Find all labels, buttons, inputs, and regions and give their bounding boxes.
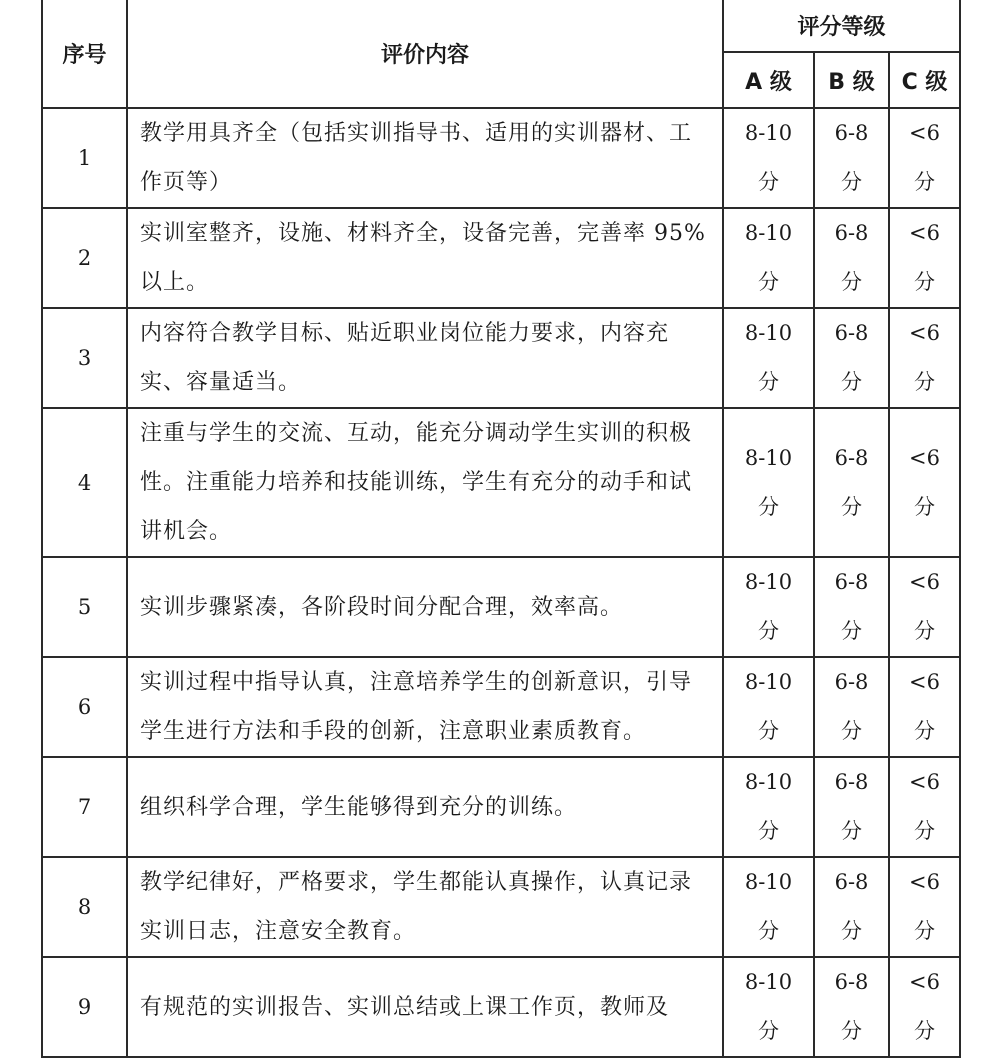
row-content: 实训室整齐，设施、材料齐全，设备完善，完善率 95%以上。 — [127, 208, 723, 308]
row-index: 8 — [42, 857, 127, 957]
grade-c-score — [889, 857, 960, 957]
score-unit: 分 — [758, 1019, 779, 1043]
grade-b-score — [814, 857, 889, 957]
grade-c-score — [889, 108, 960, 208]
row-content: 内容符合教学目标、贴近职业岗位能力要求，内容充实、容量适当。 — [127, 308, 723, 408]
score-unit: 分 — [758, 619, 779, 643]
row-content: 有规范的实训报告、实训总结或上课工作页，教师及 — [127, 957, 723, 1057]
table-row — [42, 408, 960, 557]
score-unit: 分 — [914, 819, 935, 843]
grade-c-score — [889, 657, 960, 757]
score-unit: 分 — [841, 919, 862, 943]
grade-header: 评分等级 — [723, 0, 960, 52]
grade-c-score — [889, 208, 960, 308]
row-content: 实训步骤紧凑，各阶段时间分配合理，效率高。 — [127, 557, 723, 657]
score-range: <6 — [909, 670, 940, 694]
score-range: <6 — [909, 770, 940, 794]
table-row — [42, 308, 960, 408]
score-range: 6-8 — [834, 445, 869, 470]
score-range: 8-10 — [744, 670, 793, 694]
score-range: <6 — [909, 445, 940, 470]
table-row — [42, 208, 960, 308]
table-row — [42, 857, 960, 957]
score-range: <6 — [909, 570, 940, 594]
grade-a-score — [723, 108, 814, 208]
score-unit: 分 — [914, 270, 935, 294]
score-unit: 分 — [758, 719, 779, 743]
score-unit: 分 — [841, 370, 862, 394]
score-unit: 分 — [914, 370, 935, 394]
score-range: <6 — [909, 321, 940, 345]
score-range: 8-10 — [744, 221, 793, 245]
score-range: 8-10 — [744, 570, 793, 594]
score-unit: 分 — [841, 494, 862, 519]
score-unit: 分 — [758, 919, 779, 943]
row-index: 9 — [42, 957, 127, 1057]
score-unit: 分 — [841, 819, 862, 843]
grade-a-score — [723, 557, 814, 657]
grade-b-score — [814, 208, 889, 308]
grade-b-score — [814, 757, 889, 857]
score-range: 6-8 — [834, 570, 869, 594]
score-range: 6-8 — [834, 670, 869, 694]
grade-c-score — [889, 408, 960, 557]
table-row — [42, 557, 960, 657]
grade-c-score — [889, 957, 960, 1057]
score-range: 8-10 — [744, 321, 793, 345]
row-content: 实训过程中指导认真，注意培养学生的创新意识，引导学生进行方法和手段的创新，注意职业素质教育。 — [127, 657, 723, 757]
score-range: <6 — [909, 121, 940, 145]
grade-c-score — [889, 557, 960, 657]
score-range: 8-10 — [744, 770, 793, 794]
table-row — [42, 757, 960, 857]
row-index: 6 — [42, 657, 127, 757]
score-range: 6-8 — [834, 870, 869, 894]
score-range: <6 — [909, 970, 940, 994]
grade-b-score — [814, 657, 889, 757]
score-range: 8-10 — [744, 445, 793, 470]
grade-b-score — [814, 557, 889, 657]
score-unit: 分 — [914, 919, 935, 943]
grade-b-header: B 级 — [814, 52, 889, 108]
row-content: 教学用具齐全（包括实训指导书、适用的实训器材、工作页等） — [127, 108, 723, 208]
table-row — [42, 657, 960, 757]
content-header: 评价内容 — [127, 0, 723, 108]
grade-a-score — [723, 657, 814, 757]
grade-a-score — [723, 957, 814, 1057]
grade-a-score — [723, 308, 814, 408]
score-unit: 分 — [841, 719, 862, 743]
score-range: 8-10 — [744, 970, 793, 994]
table-row — [42, 108, 960, 208]
header-row — [42, 0, 960, 52]
score-unit: 分 — [758, 170, 779, 194]
score-unit: 分 — [758, 270, 779, 294]
score-unit: 分 — [841, 1019, 862, 1043]
score-range: 6-8 — [834, 770, 869, 794]
score-range: 6-8 — [834, 221, 869, 245]
row-content: 注重与学生的交流、互动，能充分调动学生实训的积极性。注重能力培养和技能训练，学生有充分的动手和试讲机会。 — [127, 408, 723, 557]
grade-a-score — [723, 208, 814, 308]
row-index: 1 — [42, 108, 127, 208]
score-unit: 分 — [914, 494, 935, 519]
score-unit: 分 — [914, 719, 935, 743]
row-content: 教学纪律好，严格要求，学生都能认真操作，认真记录实训日志，注意安全教育。 — [127, 857, 723, 957]
index-header: 序号 — [42, 0, 127, 108]
row-index: 4 — [42, 408, 127, 557]
evaluation-table — [41, 0, 961, 1058]
grade-b-score — [814, 108, 889, 208]
grade-c-score — [889, 757, 960, 857]
grade-a-header: A 级 — [723, 52, 814, 108]
score-range: 6-8 — [834, 970, 869, 994]
score-range: <6 — [909, 870, 940, 894]
table-row — [42, 957, 960, 1057]
score-unit: 分 — [914, 1019, 935, 1043]
grade-c-score — [889, 308, 960, 408]
score-range: 8-10 — [744, 121, 793, 145]
grade-b-score — [814, 308, 889, 408]
score-unit: 分 — [841, 270, 862, 294]
grade-b-score — [814, 957, 889, 1057]
score-unit: 分 — [914, 619, 935, 643]
score-unit: 分 — [758, 494, 779, 519]
row-content: 组织科学合理，学生能够得到充分的训练。 — [127, 757, 723, 857]
score-range: 6-8 — [834, 121, 869, 145]
score-range: 6-8 — [834, 321, 869, 345]
score-unit: 分 — [841, 170, 862, 194]
score-unit: 分 — [914, 170, 935, 194]
score-unit: 分 — [758, 819, 779, 843]
grade-a-score — [723, 857, 814, 957]
grade-a-score — [723, 757, 814, 857]
score-unit: 分 — [758, 370, 779, 394]
score-range: <6 — [909, 221, 940, 245]
grade-c-header: C 级 — [889, 52, 960, 108]
row-index: 2 — [42, 208, 127, 308]
score-unit: 分 — [841, 619, 862, 643]
score-range: 8-10 — [744, 870, 793, 894]
grade-b-score — [814, 408, 889, 557]
row-index: 5 — [42, 557, 127, 657]
grade-a-score — [723, 408, 814, 557]
row-index: 3 — [42, 308, 127, 408]
row-index: 7 — [42, 757, 127, 857]
